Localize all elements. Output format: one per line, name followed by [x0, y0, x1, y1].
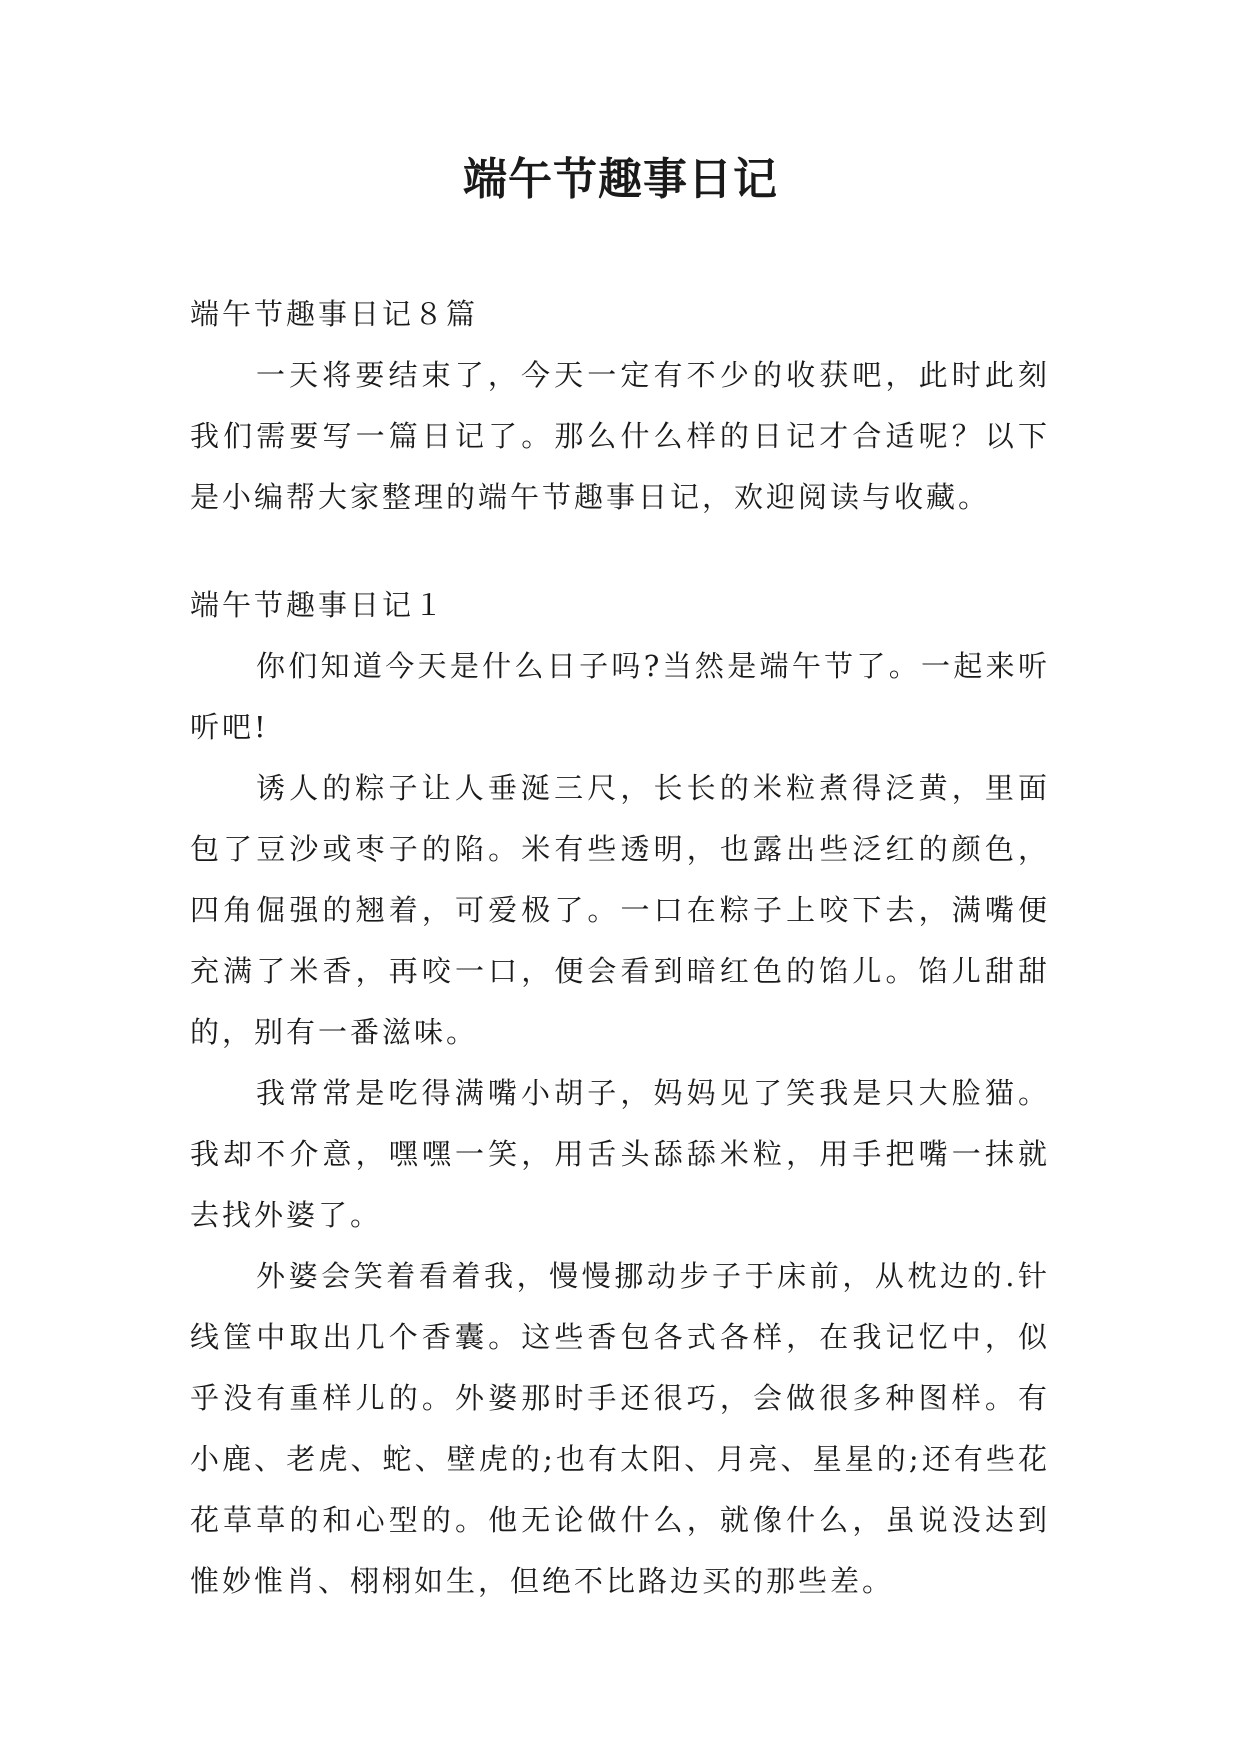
body-paragraph: 你们知道今天是什么日子吗?当然是端午节了。一起来听听吧!	[190, 649, 1050, 744]
section-spacer	[190, 528, 1050, 575]
page-title: 端午节趣事日记	[463, 154, 778, 205]
section-heading: 端午节趣事日记１	[190, 588, 447, 622]
document-body	[190, 284, 1050, 1612]
document-subtitle: 端午节趣事日记８篇	[190, 297, 479, 331]
body-paragraph: 诱人的粽子让人垂涎三尺，长长的米粒煮得泛黄，里面包了豆沙或枣子的陷。米有些透明，也露出些泛红的颜色，四角倔强的翘着，可爱极了。一口在粽子上咬下去，满嘴便充满了米香，再咬一口，便会看到暗红色的馅儿。馅儿甜甜的，别有一番滋味。	[190, 771, 1050, 1049]
body-paragraph: 外婆会笑着看着我，慢慢挪动步子于床前，从枕边的.针线筐中取出几个香囊。这些香包各式各样，在我记忆中，似乎没有重样儿的。外婆那时手还很巧，会做很多种图样。有小鹿、老虎、蛇、壁虎的;也有太阳、月亮、星星的;还有些花花草草的和心型的。他无论做什么，就像什么，虽说没达到惟妙惟肖、栩栩如生，但绝不比路边买的那些差。	[190, 1259, 1050, 1598]
intro-paragraph: 一天将要结束了，今天一定有不少的收获吧，此时此刻我们需要写一篇日记了。那么什么样的日记才合适呢？以下是小编帮大家整理的端午节趣事日记，欢迎阅读与收藏。	[190, 358, 1050, 514]
body-paragraph: 我常常是吃得满嘴小胡子，妈妈见了笑我是只大脸猫。我却不介意，嘿嘿一笑，用舌头舔舔米粒，用手把嘴一抹就去找外婆了。	[190, 1076, 1050, 1232]
